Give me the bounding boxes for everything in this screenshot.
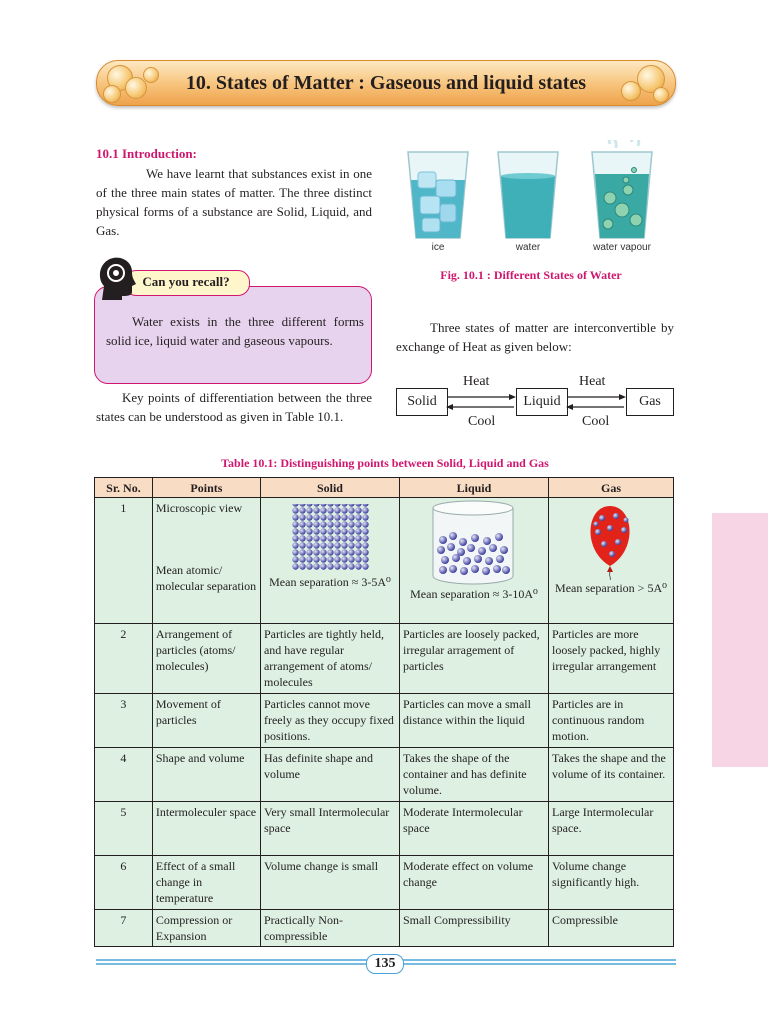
solid-separation: Mean separation ≈ 3-5A⁰ <box>269 575 391 589</box>
cool-label-2: Cool <box>582 414 610 429</box>
key-points-paragraph: Key points of differentiation between the three states can be understood as given in Table 10.1. <box>96 390 372 424</box>
cool-label-1: Cool <box>468 414 496 429</box>
intro-heading: 10.1 Introduction: <box>96 146 197 161</box>
heat-label-2: Heat <box>579 374 606 389</box>
table-row <box>95 694 674 748</box>
state-solid: Solid <box>396 388 448 416</box>
point-microscopic-view: Microscopic view <box>155 501 243 515</box>
table-row <box>95 624 674 694</box>
cell-gas: Compressible <box>548 910 673 947</box>
cell-point: Shape and volume <box>152 748 260 802</box>
cell-liquid: Particles are loosely packed, irregular arragement of particles <box>399 624 548 694</box>
cell-sr: 2 <box>95 624 153 694</box>
cell-point: Intermoleculer space <box>152 802 260 856</box>
chapter-banner <box>96 60 676 106</box>
cell-sr: 1 <box>95 498 153 624</box>
interconvertible-paragraph: Three states of matter are interconvertible by exchange of Heat as given below: <box>396 320 674 354</box>
recall-label: Can you recall? <box>142 274 230 289</box>
water-label: water <box>515 242 541 253</box>
cell-liquid: Takes the shape of the container and has definite volume. <box>399 748 548 802</box>
cell-solid: Volume change is small <box>260 856 399 910</box>
cell-sr: 4 <box>95 748 153 802</box>
table-row <box>95 498 674 624</box>
liquid-particles-illustration <box>403 500 545 586</box>
cell-solid: Particles are tightly held, and have regular arrangement of atoms/ molecules <box>260 624 399 694</box>
table-header-row <box>95 478 674 498</box>
cell-sr: 6 <box>95 856 153 910</box>
cell-liquid: Small Compressibility <box>399 910 548 947</box>
cell-liquid <box>399 498 548 624</box>
cell-point: Effect of a small change in temperature <box>152 856 260 910</box>
solid-particles-illustration <box>264 500 396 574</box>
cell-liquid: Moderate Intermolecular space <box>399 802 548 856</box>
header-gas: Gas <box>548 478 673 498</box>
ice-label: ice <box>431 242 445 253</box>
cell-point <box>152 498 260 624</box>
gas-separation: Mean separation > 5A⁰ <box>555 581 667 595</box>
chapter-title: 10. States of Matter : Gaseous and liquid states <box>185 72 587 94</box>
cell-liquid: Moderate effect on volume change <box>399 856 548 910</box>
table-caption: Table 10.1: Distinguishing points between Solid, Liquid and Gas <box>221 456 549 470</box>
state-liquid: Liquid <box>516 388 568 416</box>
cell-gas: Volume change significantly high. <box>548 856 673 910</box>
table-row <box>95 856 674 910</box>
cell-gas: Large Intermolecular space. <box>548 802 673 856</box>
cell-sr: 5 <box>95 802 153 856</box>
cell-solid <box>260 498 399 624</box>
cell-sr: 7 <box>95 910 153 947</box>
gas-particles-illustration <box>552 500 670 580</box>
side-tab <box>712 513 768 767</box>
cell-gas: Takes the shape and the volume of its container. <box>548 748 673 802</box>
cell-point: Arrangement of particles (atoms/ molecules) <box>152 624 260 694</box>
table-row <box>95 802 674 856</box>
cell-sr: 3 <box>95 694 153 748</box>
figure-caption: Fig. 10.1 : Different States of Water <box>440 268 622 282</box>
page-number: 135 <box>366 954 404 974</box>
comparison-table <box>94 477 674 947</box>
cell-liquid: Particles can move a small distance within the liquid <box>399 694 548 748</box>
cell-solid: Practically Non- compressible <box>260 910 399 947</box>
table-row <box>95 910 674 947</box>
state-gas: Gas <box>626 388 674 416</box>
header-liquid: Liquid <box>399 478 548 498</box>
intro-paragraph: We have learnt that substances exist in one of the three main states of matter. The three distinct physical forms of a substance are Solid, Liquid, and Gas. <box>96 166 372 238</box>
cell-point: Movement of particles <box>152 694 260 748</box>
liquid-separation: Mean separation ≈ 3-10A⁰ <box>410 587 538 601</box>
water-states-figure <box>396 140 666 260</box>
glasses-illustration <box>396 140 666 244</box>
header-sr: Sr. No. <box>95 478 153 498</box>
arrows-icon <box>446 388 626 416</box>
table-row <box>95 748 674 802</box>
cell-gas: Particles are in continuous random motion. <box>548 694 673 748</box>
header-solid: Solid <box>260 478 399 498</box>
header-points: Points <box>152 478 260 498</box>
cell-solid: Particles cannot move freely as they occupy fixed positions. <box>260 694 399 748</box>
heat-label-1: Heat <box>463 374 490 389</box>
state-change-diagram <box>396 374 676 430</box>
cell-solid: Very small Intermolecular space <box>260 802 399 856</box>
cell-point: Compression or Expansion <box>152 910 260 947</box>
cell-gas <box>548 498 673 624</box>
point-mean-separation: Mean atomic/ molecular separation <box>155 563 257 593</box>
water-vapour-label: water vapour <box>593 242 651 253</box>
recall-text: Water exists in the three different forms solid ice, liquid water and gaseous vapours. <box>106 314 364 348</box>
cell-solid: Has definite shape and volume <box>260 748 399 802</box>
cell-gas: Particles are more loosely packed, highly irregular arrangement <box>548 624 673 694</box>
